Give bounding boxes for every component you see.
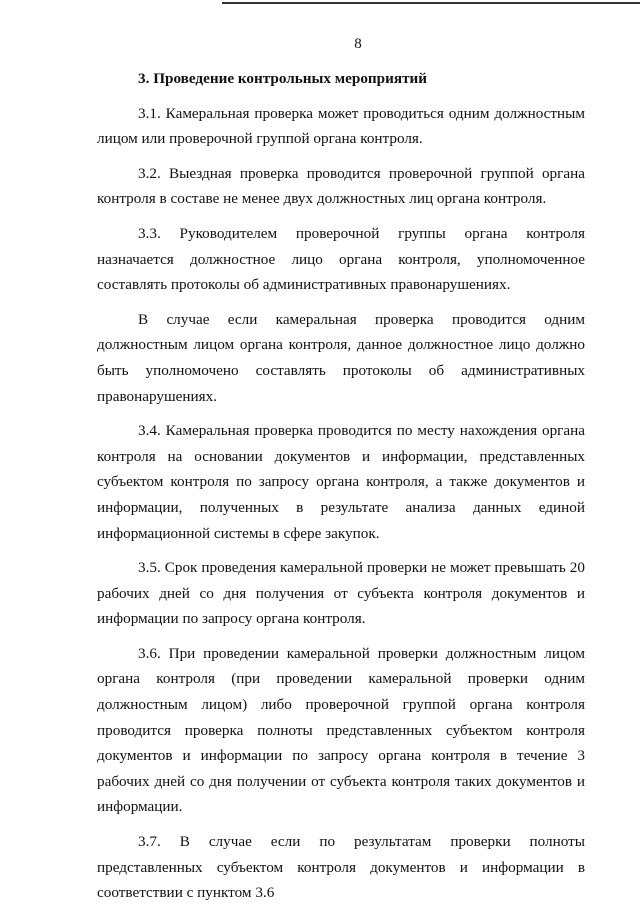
paragraph-3-5: 3.5. Срок проведения камеральной проверки не может превышать 20 рабочих дней со дня получения от субъекта контроля документов и информации по запросу органа контроля. [97,559,585,628]
paragraph-3-7: 3.7. В случае если по результатам проверки полноты представленных субъектом контроля документов и информации в соответствии с пунктом 3.6 [97,833,585,902]
paragraph-3-6: 3.6. При проведении камеральной проверки должностным лицом органа контроля (при проведении камеральной проверки одним должностным лицом) либо проверочной группой органа контроля проводится проверка полноты представленных субъектом контроля документов и информации по запросу органа контроля в течение 3 рабочих дней со дня получении от субъекта контроля таких документов и информации. [97,644,585,816]
paragraph-3-1: 3.1. Камеральная проверка может проводиться одним должностным лицом или проверочной группой органа контроля. [97,104,585,148]
paragraph-3-3: 3.3. Руководителем проверочной группы органа контроля назначается должностное лицо органа контроля, уполномоченное составлять протоколы об административных правонарушениях. [97,224,585,294]
paragraph-3-4: 3.4. Камеральная проверка проводится по месту нахождения органа контроля на основании документов и информации, представленных субъектом контроля по запросу органа контроля, а также документов и информации, полученных в результате анализа данных единой информационной системы в сфере закупок. [97,422,585,542]
page-number: 8 [354,36,362,52]
paragraph-3-3-note: В случае если камеральная проверка проводится одним должностным лицом органа контроля, данное должностное лицо должно быть уполномочено составлять протоколы об административных правонарушениях. [97,310,585,405]
paragraph-3-2: 3.2. Выездная проверка проводится проверочной группой органа контроля в составе не менее двух должностных лиц органа контроля. [97,164,585,208]
section-heading: 3. Проведение контрольных мероприятий [138,70,428,87]
document-body [97,66,585,915]
top-border-line [222,2,640,4]
